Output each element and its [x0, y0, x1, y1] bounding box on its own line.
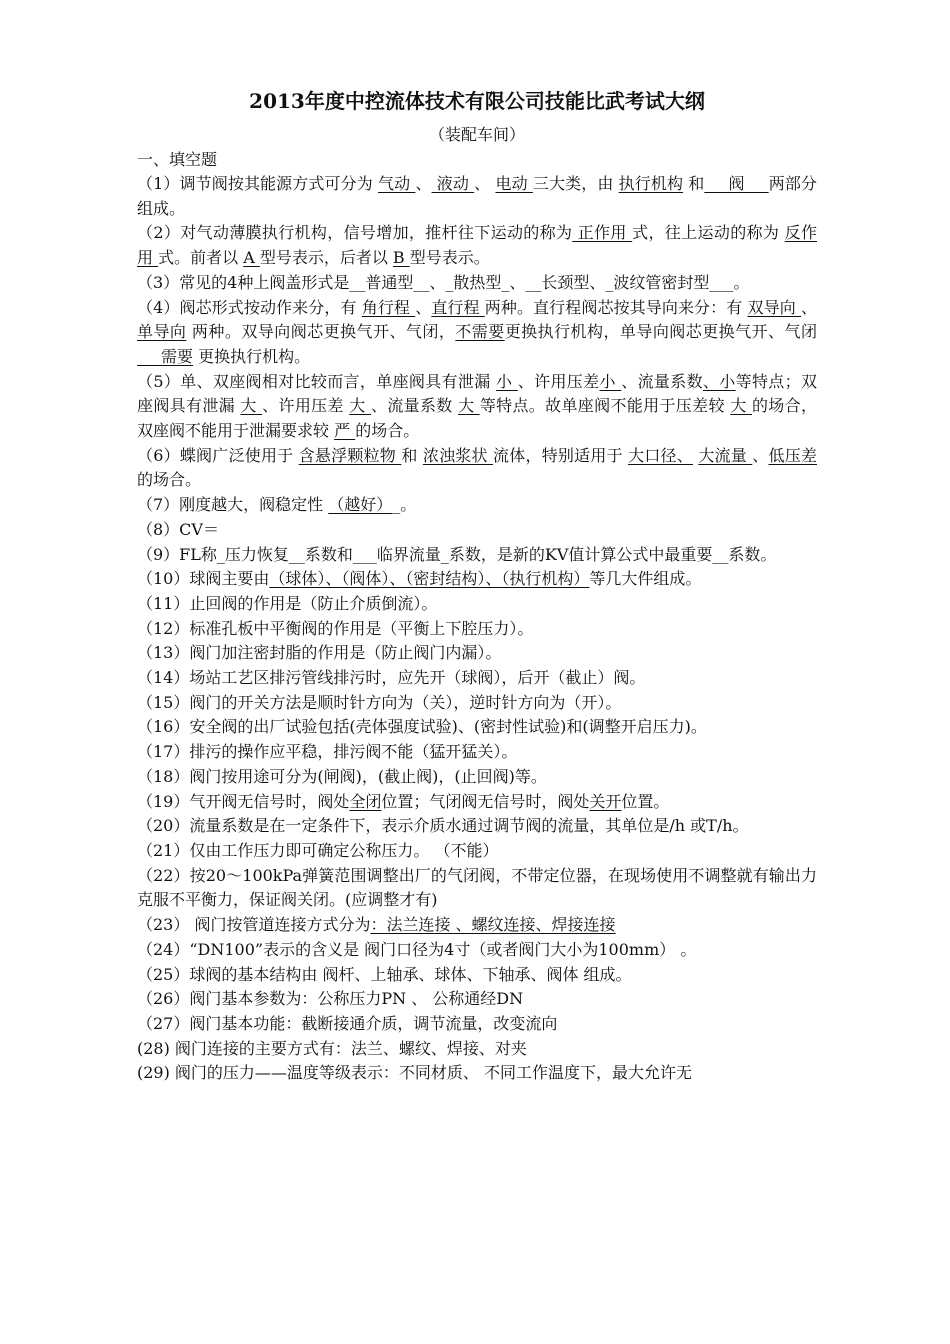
answer-underlined: 反作用 [137, 223, 817, 268]
question-item [137, 913, 817, 938]
answer-underlined: A [243, 248, 260, 268]
question-item [137, 172, 817, 221]
question-text: （23） 阀门按管道连接方式分为 [137, 915, 371, 935]
answer-underlined: 执行机构 [618, 174, 684, 193]
document-subtitle: （装配车间） [428, 125, 525, 144]
question-text: （10）球阀主要由 [137, 569, 270, 589]
question-text: 、 [474, 174, 496, 193]
question-item [137, 765, 817, 790]
question-text: 更换执行机构。 [193, 346, 311, 366]
question-text: （24）“DN100”表示的含义是 阀门口径为4寸（或者阀门大小为100mm） 。 [137, 939, 697, 959]
answer-underlined: 大口径、 [628, 445, 693, 465]
answer-underlined: 浓浊浆状 [422, 445, 494, 465]
question-item [137, 1012, 817, 1037]
answer-underlined: 低压差 [768, 445, 817, 465]
question-item [137, 1061, 817, 1086]
question-text: （27）阀门基本功能：截断接通介质，调节流量，改变流向 [137, 1013, 558, 1033]
question-text: 、流量系数 [621, 371, 703, 391]
question-text: 、 [801, 297, 818, 317]
answer-underlined: B [392, 248, 410, 268]
question-text: （3）常见的4种上阀盖形式是__普通型__、_散热型_、__长颈型、_波纹管密封型___。 [137, 272, 750, 292]
question-text: 、许用压差 [262, 396, 350, 416]
question-text: （4）阀芯形式按动作来分，有 [137, 297, 362, 317]
question-text: （26）阀门基本参数为：公称压力PN 、 公称通经DN [137, 989, 524, 1009]
answer-underlined: 含悬浮颗粒物 [298, 445, 402, 465]
question-text: （14）场站工艺区排污管线排污时，应先开（球阀），后开（截止）阀。 [137, 668, 646, 688]
answer-underlined: 关开 [589, 791, 622, 811]
question-text: 流体，特别适用于 [493, 445, 629, 465]
question-text: （18）阀门按用途可分为(闸阀)，(截止阀)，(止回阀)等。 [137, 766, 547, 786]
question-text: 、流量系数 [370, 396, 459, 416]
question-text: （13）阀门加注密封脂的作用是（防止阀门内漏）。 [137, 643, 502, 663]
section-heading: 一、填空题 [137, 150, 218, 169]
question-text: 等几大件组成。 [589, 569, 702, 589]
document-title: 2013年度中控流体技术有限公司技能比武考试大纲 [249, 89, 705, 113]
question-text: （1）调节阀按其能源方式可分为 [137, 174, 379, 193]
question-text: 、 [415, 297, 432, 317]
question-item [137, 221, 817, 270]
question-item [137, 592, 817, 617]
question-text: 两部分组成。 [137, 174, 817, 218]
question-text: （20）流量系数是在一定条件下，表示介质水通过调节阀的流量，其单位是/h 或T/h。 [137, 816, 749, 836]
answer-underlined: 全闭 [349, 791, 382, 811]
question-text: 型号表示。 [409, 248, 490, 268]
answer-underlined: 直行程 [431, 297, 485, 317]
question-text: 的场合。 [137, 470, 202, 490]
question-item [137, 715, 817, 740]
question-item [137, 814, 817, 839]
question-item [137, 543, 817, 568]
question-text: （17）排污的操作应平稳，排污阀不能（猛开猛关）。 [137, 742, 518, 762]
answer-underlined: 液动 [431, 174, 475, 193]
answer-underlined: 不需要 [455, 322, 505, 342]
question-item [137, 493, 817, 518]
question-item [137, 444, 817, 493]
answer-underlined: 正作用 [572, 223, 633, 243]
question-item [137, 839, 817, 864]
question-item [137, 370, 817, 444]
question-text: 位置。 [621, 791, 670, 811]
answer-underlined: 大 [240, 396, 263, 416]
question-text: 三大类，由 [532, 174, 619, 193]
question-text: (28) 阀门连接的主要方式有：法兰、螺纹、焊接、对夹 [137, 1038, 527, 1058]
question-text: 的场合。 [355, 421, 420, 441]
answer-underlined: 大 [730, 396, 752, 416]
question-item [137, 567, 817, 592]
question-text: （16）安全阀的出厂试验包括(壳体强度试验)、(密封性试验)和(调整开启压力)。 [137, 717, 707, 737]
answer-underlined: 单导向 [137, 322, 187, 342]
question-text: 更换执行机构，单导向阀芯更换气开、气闭 [504, 322, 817, 342]
question-item [137, 691, 817, 716]
question-item [137, 641, 817, 666]
question-list [137, 172, 817, 1086]
question-text: （11）止回阀的作用是（防止介质倒流）。 [137, 593, 438, 613]
answer-underlined: （球体）、（阀体）、（密封结构）、（执行机构） [269, 569, 590, 589]
question-text: 、 [752, 445, 769, 465]
question-item [137, 271, 817, 296]
question-text: (29) 阀门的压力——温度等级表示：不同材质、 不同工作温度下，最大允许无 [137, 1063, 693, 1083]
answer-underlined: 电动 [495, 174, 533, 193]
question-text: 和 [683, 174, 705, 193]
document-page [137, 84, 817, 1086]
answer-underlined: 大 [458, 396, 480, 416]
question-text: （7）刚度越大，阀稳定性 [137, 495, 329, 515]
answer-underlined: （越好） [328, 495, 393, 515]
answer-underlined: 、小 [702, 371, 736, 391]
question-item [137, 617, 817, 642]
question-text: （8）CV＝ [137, 519, 219, 539]
answer-underlined: 大 [349, 396, 371, 416]
question-item [137, 963, 817, 988]
answer-underlined: 小 [496, 371, 518, 391]
question-item [137, 740, 817, 765]
question-text: 、许用压差 [517, 371, 600, 391]
question-text: （6）蝶阀广泛使用于 [137, 445, 299, 465]
question-text: 两种。双导向阀芯更换气开、气闭， [186, 322, 456, 342]
question-text: （22）按20～100kPa弹簧范围调整出厂的气闭阀，不带定位器，在现场使用不调整就有输出力克服不平衡力，保证阀关闭。(应调整才有) [137, 865, 817, 910]
question-item [137, 1037, 817, 1062]
question-text: 等特点；双座阀具有泄漏 [137, 371, 817, 416]
question-text: （21）仅由工作压力即可确定公称压力。 （不能） [137, 840, 499, 860]
answer-underlined: 双导向 [747, 297, 801, 317]
question-item [137, 987, 817, 1012]
answer-underlined: ___需要 [137, 346, 194, 366]
question-text: （25）球阀的基本结构由 阀杆、上轴承、球体、下轴承、阀体 组成。 [137, 964, 632, 984]
question-text: 位置；气闭阀无信号时，阀处 [381, 791, 590, 811]
question-text: 式。前者以 [158, 248, 244, 268]
answer-underlined: 角行程 [361, 297, 416, 317]
question-text: （9）FL称_压力恢复__系数和___临界流量_系数，是新的KV值计算公式中最重要__系数。 [137, 544, 777, 564]
question-text: 和 [401, 445, 423, 465]
question-item [137, 790, 817, 815]
question-text: _。 [392, 495, 417, 515]
question-item [137, 296, 817, 370]
question-item [137, 864, 817, 913]
question-item [137, 666, 817, 691]
question-text: 型号表示，后者以 [259, 248, 393, 268]
question-item [137, 518, 817, 543]
answer-underlined: ：法兰连接 、螺纹连接、焊接连接 [370, 915, 616, 935]
question-text: 式，往上运动的称为 [632, 223, 785, 243]
question-text: 等特点。故单座阀不能用于压差较 [479, 396, 731, 416]
question-text: （12）标准孔板中平衡阀的作用是（平衡上下腔压力）。 [137, 618, 534, 638]
question-text: 两种。直行程阀芯按其导向来分：有 [484, 297, 748, 317]
question-text: （19）气开阀无信号时，阀处 [137, 791, 350, 811]
question-text: （5）单、双座阀相对比较而言，单座阀具有泄漏 [137, 371, 497, 391]
answer-underlined: 严 [334, 421, 356, 441]
question-item [137, 938, 817, 963]
question-text: （15）阀门的开关方法是顺时针方向为（关），逆时针方向为（开）。 [137, 692, 622, 712]
answer-underlined: 气动 [378, 174, 416, 193]
answer-underlined: 大流量 [698, 445, 753, 465]
answer-underlined: ___阀___ [704, 174, 769, 193]
question-text: （2）对气动薄膜执行机构，信号增加，推杆往下运动的称为 [137, 223, 573, 243]
answer-underlined: 小 [599, 371, 622, 391]
question-text: 的场合，双座阀不能用于泄漏要求较 [137, 396, 817, 441]
question-text: 、 [415, 174, 432, 193]
